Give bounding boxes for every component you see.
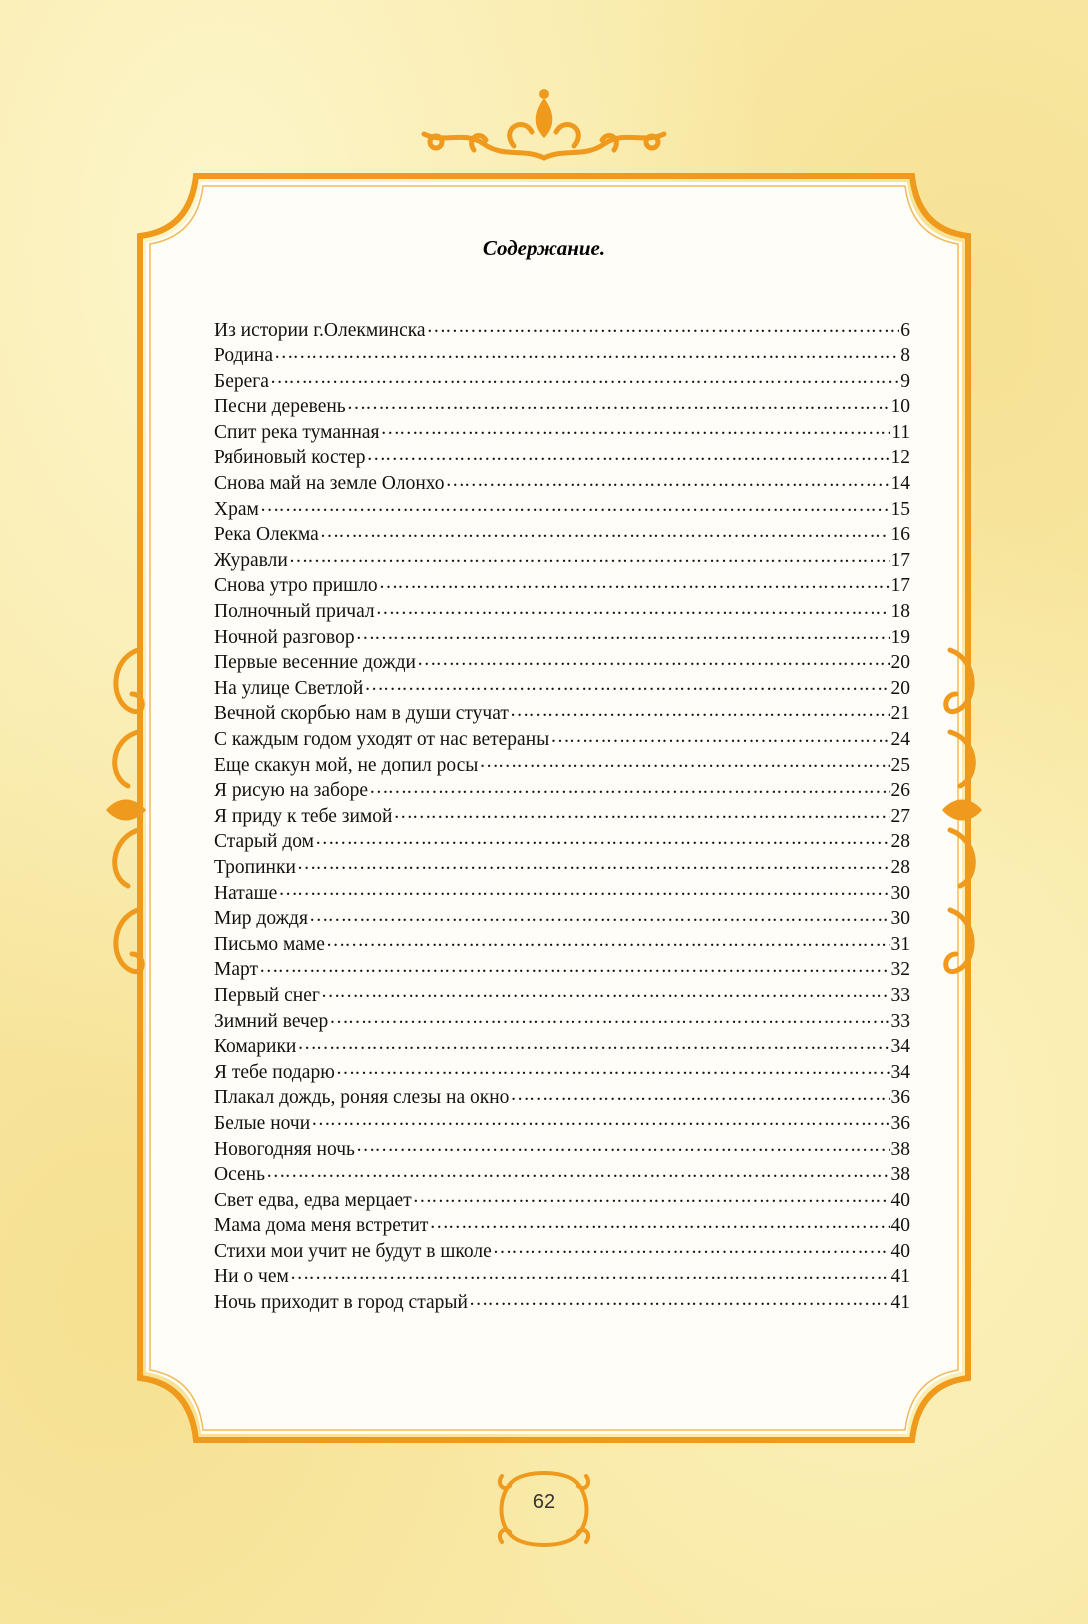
toc-entry-title: Из истории г.Олекминска <box>214 319 426 341</box>
toc-entry-title: Стихи мои учит не будут в школе <box>214 1240 492 1262</box>
toc-entry-title: Журавли <box>214 549 288 571</box>
toc-leader-dots <box>429 1212 889 1232</box>
toc-entry-title: Белые ночи <box>214 1112 311 1134</box>
toc-entry-page: 9 <box>900 370 910 392</box>
toc-leader-dots <box>493 1237 890 1257</box>
toc-entry <box>214 905 910 931</box>
toc-entry-title: Я тебе подарю <box>214 1061 335 1083</box>
toc-entry-title: Зимний вечер <box>214 1010 329 1032</box>
right-scroll-ornament-icon <box>934 640 998 980</box>
toc-leader-dots <box>469 1289 890 1309</box>
toc-entry-title: На улице Светлой <box>214 677 364 699</box>
toc-entry-page: 41 <box>890 1266 910 1288</box>
toc-leader-dots <box>427 316 900 336</box>
top-flourish-icon <box>404 88 684 172</box>
toc-entry <box>214 495 910 521</box>
toc-entry-page: 6 <box>900 319 910 341</box>
toc-entry-page: 34 <box>890 1061 910 1083</box>
toc-leader-dots <box>479 751 889 771</box>
toc-entry-title: Снова утро пришло <box>214 575 378 597</box>
toc-entry <box>214 802 910 828</box>
toc-leader-dots <box>270 367 899 387</box>
toc-leader-dots <box>297 1033 889 1053</box>
toc-leader-dots <box>369 777 889 797</box>
toc-entry-page: 40 <box>890 1189 910 1211</box>
toc-leader-dots <box>290 1263 890 1283</box>
toc-entry-title: Ночь приходит в город старый <box>214 1292 468 1314</box>
toc-entry <box>214 1135 910 1161</box>
toc-entry <box>214 521 910 547</box>
toc-leader-dots <box>336 1058 890 1078</box>
toc-entry-page: 24 <box>890 729 910 750</box>
toc-entry <box>214 1109 910 1135</box>
toc-entry <box>214 930 910 956</box>
toc-entry-page: 20 <box>890 677 910 699</box>
toc-leader-dots <box>364 674 889 694</box>
toc-entry <box>214 777 910 803</box>
toc-entry-page: 18 <box>890 601 910 623</box>
toc-entry-title: Новогодняя ночь <box>214 1138 355 1160</box>
toc-entry-page: 33 <box>890 984 910 1006</box>
toc-entry <box>214 598 910 624</box>
toc-leader-dots <box>320 521 890 541</box>
toc-entry-page: 34 <box>890 1036 910 1058</box>
toc-leader-dots <box>259 956 889 976</box>
toc-entry <box>214 828 910 854</box>
toc-entry-title: Рябиновый костер <box>214 447 366 469</box>
toc-entry <box>214 1212 910 1238</box>
toc-entry <box>214 342 910 368</box>
toc-leader-dots <box>356 1135 890 1155</box>
toc-entry <box>214 649 910 675</box>
toc-entry <box>214 879 910 905</box>
toc-leader-dots <box>550 726 889 746</box>
toc-leader-dots <box>379 572 890 592</box>
toc-entry <box>214 1237 910 1263</box>
toc-leader-dots <box>413 1186 890 1206</box>
toc-entry <box>214 1161 910 1187</box>
toc-entry-title: Плакал дождь, роняя слезы на окно <box>214 1087 510 1109</box>
toc-entry <box>214 316 910 342</box>
toc-leader-dots <box>297 853 890 873</box>
toc-leader-dots <box>311 1109 889 1129</box>
toc-entry-title: Свет едва, едва мерцает <box>214 1189 412 1211</box>
toc-entry <box>214 700 910 726</box>
toc-entry-title: Старый дом <box>214 831 314 853</box>
toc-entry-title: Ни о чем <box>214 1266 289 1288</box>
toc-entry <box>214 418 910 444</box>
toc-entry <box>214 1084 910 1110</box>
toc-entry-page: 40 <box>890 1240 910 1262</box>
toc-entry-title: Тропинки <box>214 856 296 878</box>
toc-entry-page: 28 <box>890 831 910 853</box>
toc-leader-dots <box>321 981 890 1001</box>
toc-entry-title: Река Олекма <box>214 524 319 546</box>
table-of-contents <box>214 316 910 1314</box>
toc-entry-page: 41 <box>890 1292 910 1314</box>
toc-entry-title: С каждым годом уходят от нас ветераны <box>214 729 550 750</box>
toc-entry <box>214 1033 910 1059</box>
page-number: 62 <box>532 1491 556 1513</box>
toc-entry-page: 20 <box>890 652 910 674</box>
toc-leader-dots <box>315 828 890 848</box>
toc-entry-page: 17 <box>890 575 910 597</box>
toc-entry-title: Ночной разговор <box>214 626 355 648</box>
toc-entry-page: 33 <box>890 1010 910 1032</box>
toc-entry-page: 19 <box>890 626 910 648</box>
toc-entry <box>214 956 910 982</box>
toc-entry-page: 28 <box>890 856 910 878</box>
toc-leader-dots <box>510 700 890 720</box>
toc-entry-page: 36 <box>890 1087 910 1109</box>
toc-entry-title: Еще скакун мой, не допил росы <box>214 754 479 776</box>
toc-entry <box>214 1058 910 1084</box>
left-scroll-ornament-icon <box>90 640 154 980</box>
toc-entry <box>214 546 910 572</box>
toc-entry-title: Наташе <box>214 882 278 904</box>
toc-entry-page: 30 <box>890 908 910 930</box>
toc-entry-title: Храм <box>214 498 259 520</box>
toc-entry <box>214 444 910 470</box>
toc-entry-title: Осень <box>214 1164 265 1186</box>
toc-leader-dots <box>274 342 899 362</box>
toc-entry-title: Полночный причал <box>214 601 375 623</box>
toc-entry <box>214 367 910 393</box>
toc-entry <box>214 1007 910 1033</box>
toc-entry-title: Родина <box>214 345 273 367</box>
toc-entry-title: Комарики <box>214 1036 297 1058</box>
toc-entry-page: 14 <box>890 473 910 495</box>
toc-entry-page: 38 <box>890 1164 910 1186</box>
toc-entry <box>214 981 910 1007</box>
toc-leader-dots <box>367 444 890 464</box>
toc-entry-page: 27 <box>890 805 910 827</box>
toc-entry <box>214 726 910 752</box>
toc-entry-title: Мир дождя <box>214 908 308 930</box>
toc-entry-page: 30 <box>890 882 910 904</box>
toc-leader-dots <box>417 649 890 669</box>
toc-entry-page: 10 <box>890 396 910 418</box>
toc-entry-title: Я приду к тебе зимой <box>214 805 393 827</box>
toc-entry-title: Март <box>214 959 259 981</box>
toc-entry-page: 8 <box>900 345 910 367</box>
toc-leader-dots <box>326 930 890 950</box>
toc-entry-title: Берега <box>214 370 269 392</box>
toc-entry <box>214 853 910 879</box>
toc-entry-page: 12 <box>890 447 910 469</box>
toc-leader-dots <box>309 905 890 925</box>
toc-entry <box>214 572 910 598</box>
toc-entry <box>214 1289 910 1315</box>
toc-entry-title: Вечной скорбью нам в души стучат <box>214 703 509 725</box>
toc-entry-page: 15 <box>890 498 910 520</box>
toc-entry <box>214 1186 910 1212</box>
toc-entry-page: 26 <box>890 780 910 802</box>
toc-leader-dots <box>278 879 889 899</box>
toc-entry-page: 38 <box>890 1138 910 1160</box>
toc-entry <box>214 393 910 419</box>
toc-entry-page: 25 <box>890 754 910 776</box>
toc-entry-page: 16 <box>890 524 910 546</box>
toc-entry <box>214 751 910 777</box>
toc-leader-dots <box>329 1007 889 1027</box>
toc-entry-title: Первые весенние дожди <box>214 652 416 674</box>
toc-leader-dots <box>347 393 890 413</box>
toc-entry-title: Мама дома меня встретит <box>214 1215 429 1237</box>
toc-entry-page: 17 <box>890 549 910 571</box>
toc-leader-dots <box>393 802 889 822</box>
toc-leader-dots <box>260 495 890 515</box>
toc-leader-dots <box>381 418 891 438</box>
toc-entry-page: 21 <box>890 703 910 725</box>
toc-entry-title: Я рисую на заборе <box>214 780 369 802</box>
toc-entry <box>214 470 910 496</box>
toc-entry-title: Спит река туманная <box>214 421 380 443</box>
toc-entry <box>214 623 910 649</box>
toc-entry-title: Письмо маме <box>214 933 325 955</box>
toc-leader-dots <box>510 1084 889 1104</box>
toc-entry-page: 36 <box>890 1112 910 1134</box>
toc-entry-page: 31 <box>890 933 910 955</box>
toc-leader-dots <box>446 470 890 490</box>
toc-leader-dots <box>356 623 890 643</box>
toc-entry-page: 32 <box>890 959 910 981</box>
toc-entry-page: 11 <box>891 421 910 443</box>
toc-entry-title: Песни деревень <box>214 396 346 418</box>
toc-entry-page: 40 <box>890 1215 910 1237</box>
toc-entry-title: Снова май на земле Олонхо <box>214 473 445 495</box>
toc-entry-title: Первый снег <box>214 984 320 1006</box>
toc-leader-dots <box>289 546 890 566</box>
toc-entry <box>214 1263 910 1289</box>
toc-leader-dots <box>266 1161 890 1181</box>
toc-entry <box>214 674 910 700</box>
toc-leader-dots <box>376 598 890 618</box>
page-title: Содержание. <box>482 236 606 260</box>
